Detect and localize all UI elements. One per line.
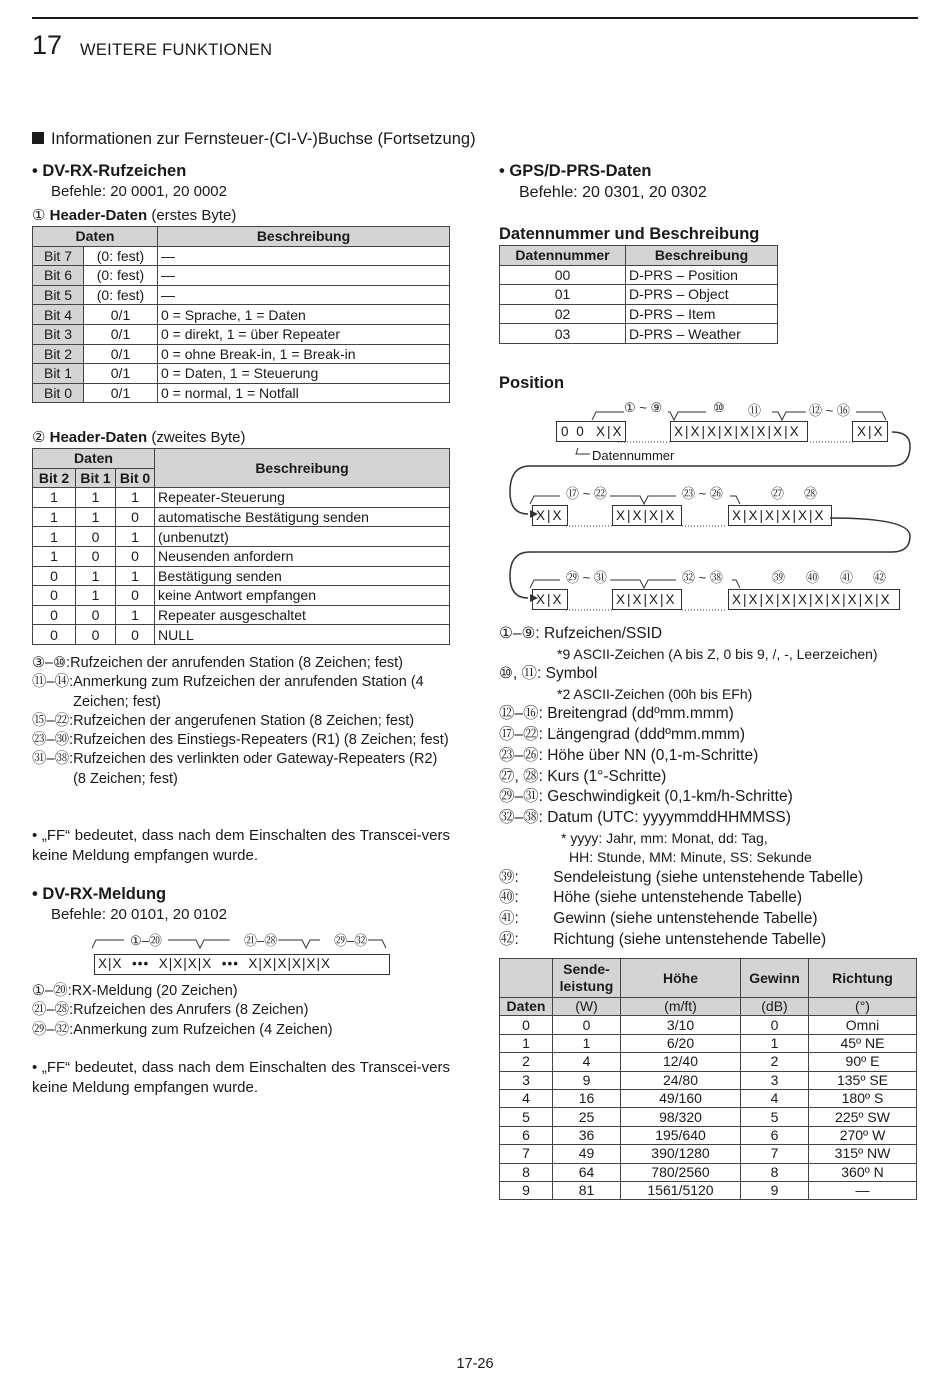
meldung-heading: • DV-RX-Meldung (32, 885, 167, 903)
daten-cell: 5 (500, 1108, 553, 1126)
bit-value-cell: 0 (116, 546, 155, 566)
meldung-label-3: ㉙–㉜ (334, 933, 368, 948)
th-hoehe: Höhe (621, 959, 741, 998)
gewinn-cell: 8 (741, 1163, 809, 1181)
legend-item: ㉜–㊳: Datum (UTC: yyyymmddHHMMSS) (499, 808, 791, 826)
richtung-cell: 45º NE (809, 1034, 917, 1052)
value-cell: 0/1 (84, 324, 158, 344)
caption-bold: Header-Daten (49, 207, 148, 224)
sendeleistung-cell: 4 (553, 1053, 621, 1071)
bit-value-cell: 1 (76, 488, 116, 508)
gewinn-cell: 7 (741, 1145, 809, 1163)
th-bit2: Bit 2 (33, 468, 76, 488)
gps-befehle: Befehle: 20 0301, 20 0302 (519, 184, 707, 201)
datennummer-cell: 02 (500, 304, 626, 324)
note-item (32, 750, 452, 789)
hoehe-cell: 195/640 (621, 1126, 741, 1144)
table-row (33, 364, 450, 384)
pos-row1-bytes-b: X|X|X|X|X|X|X|X (674, 424, 801, 439)
note-key: ③–⑩: (32, 655, 71, 671)
th-daten: Daten (500, 998, 553, 1016)
section-title (32, 130, 476, 149)
pos-label-40: ㊵ (806, 570, 820, 585)
th-sendeleistung: Sende-leistung (553, 959, 621, 998)
sendeleistung-cell: 49 (553, 1145, 621, 1163)
table-row (33, 546, 450, 566)
meldung-bytes-a: X|X ••• X|X|X|X ••• X|X|X|X|X|X (98, 956, 331, 971)
table-row (33, 285, 450, 305)
th-daten: Daten (33, 449, 155, 469)
daten-cell: 2 (500, 1053, 553, 1071)
pos-label-11: ⑪ (748, 403, 762, 418)
pos-row1-prefix: 0 0 (561, 424, 586, 439)
note-key: ㉙–㉜: (32, 1021, 74, 1038)
pos-label-29-31: ㉙ ~ ㉛ (566, 570, 607, 585)
description-cell: (unbenutzt) (155, 527, 450, 547)
square-bullet-icon (32, 132, 44, 144)
description-cell: keine Antwort empfangen (155, 586, 450, 606)
description-cell: D-PRS – Object (626, 285, 778, 305)
bit-cell: Bit 3 (33, 324, 84, 344)
sendeleistung-cell: 9 (553, 1071, 621, 1089)
hoehe-cell: 98/320 (621, 1108, 741, 1126)
ff-note-2: • „FF“ bedeutet, dass nach dem Einschalten des Transcei-vers keine Meldung empfangen wurde. (32, 1059, 450, 1096)
note-value: Anmerkung zum Rufzeichen (4 Zeichen) (73, 1021, 333, 1038)
meldung-label-2: ㉑–㉘ (244, 933, 278, 948)
bit-cell: Bit 2 (33, 344, 84, 364)
bit-value-cell: 1 (33, 527, 76, 547)
description-cell: D-PRS – Weather (626, 324, 778, 344)
legend-item: ㊶: Gewinn (siehe untenstehende Tabelle) (499, 910, 818, 928)
table-row (500, 324, 778, 344)
hoehe-cell: 780/2560 (621, 1163, 741, 1181)
table-row (33, 507, 450, 527)
note-item (32, 982, 452, 1001)
caption-number: ① (32, 207, 46, 224)
datennummer-cell: 01 (500, 285, 626, 305)
table-row (500, 1181, 917, 1199)
hoehe-cell: 3/10 (621, 1016, 741, 1034)
pos-label-41: ㊶ (840, 570, 854, 585)
table-row (500, 1071, 917, 1089)
chapter-title: WEITERE FUNKTIONEN (80, 41, 273, 59)
note-item (32, 673, 452, 712)
bit-value-cell: 0 (33, 566, 76, 586)
chapter-number: 17 (32, 30, 63, 60)
table-row (33, 344, 450, 364)
pos-label-12-16: ⑫ ~ ⑯ (809, 403, 850, 418)
table-row (33, 605, 450, 625)
note-item (32, 712, 452, 731)
pos-row2-bytes-a: X|X (536, 508, 564, 523)
table1-caption (32, 206, 236, 224)
caption-rest: (erstes Byte) (147, 207, 237, 224)
pos-label-28: ㉘ (804, 486, 818, 501)
bit-value-cell: 0 (116, 507, 155, 527)
rufzeichen-heading: • DV-RX-Rufzeichen (32, 162, 187, 180)
table-row (500, 1034, 917, 1052)
table-row (33, 324, 450, 344)
th-unit-w: (W) (553, 998, 621, 1016)
pos-label-39: ㊴ (772, 570, 786, 585)
note-key: ①–⑳: (32, 983, 72, 999)
note-key: ⑮–㉒: (32, 712, 74, 729)
description-cell: Repeater-Steuerung (155, 488, 450, 508)
description-cell: 0 = normal, 1 = Notfall (158, 383, 450, 403)
table-row (33, 305, 450, 325)
table-row (500, 1089, 917, 1107)
th-beschreibung: Beschreibung (158, 227, 450, 247)
description-cell: Repeater ausgeschaltet (155, 605, 450, 625)
legend-item: *9 ASCII-Zeichen (A bis Z, 0 bis 9, /, -, Leerzeichen) (557, 645, 878, 662)
table-row (500, 1126, 917, 1144)
pos-row2-bytes-c: X|X|X|X|X|X (732, 508, 826, 523)
bit-cell: Bit 7 (33, 246, 84, 266)
th-unit-mft: (m/ft) (621, 998, 741, 1016)
bit-cell: Bit 5 (33, 285, 84, 305)
note-value: Rufzeichen des verlinkten oder Gateway-Repeaters (R2) (8 Zeichen; fest) (73, 751, 438, 787)
note-item (32, 1021, 452, 1040)
position-legend (499, 624, 919, 950)
sendeleistung-cell: 25 (553, 1108, 621, 1126)
hoehe-cell: 6/20 (621, 1034, 741, 1052)
meldung-befehle: Befehle: 20 0101, 20 0102 (51, 906, 227, 923)
pos-label-23-26: ㉓ ~ ㉖ (682, 486, 723, 501)
hoehe-cell: 24/80 (621, 1071, 741, 1089)
bit-cell: Bit 1 (33, 364, 84, 384)
bit-value-cell: 1 (116, 488, 155, 508)
note-key: ㉑–㉘: (32, 1002, 74, 1019)
legend-item: ㊷: Richtung (siehe untenstehende Tabelle) (499, 930, 827, 948)
bit-value-cell: 1 (33, 507, 76, 527)
pos-row3-bytes-b: X|X|X|X (616, 592, 677, 607)
legend-item: HH: Stunde, MM: Minute, SS: Sekunde (569, 849, 812, 866)
pos-row1-bytes-a: X|X (596, 424, 624, 439)
legend-item: ①–⑨: Rufzeichen/SSID (499, 625, 663, 642)
bit-value-cell: 0 (33, 625, 76, 645)
bit-value-cell: 1 (76, 566, 116, 586)
table-row (500, 304, 778, 324)
table-row (33, 266, 450, 286)
bit-value-cell: 1 (116, 605, 155, 625)
description-cell: 0 = ohne Break-in, 1 = Break-in (158, 344, 450, 364)
note-value: Rufzeichen des Anrufers (8 Zeichen) (73, 1002, 309, 1019)
bit-value-cell: 0 (116, 586, 155, 606)
table-row (33, 488, 450, 508)
value-cell: (0: fest) (84, 285, 158, 305)
sendeleistung-cell: 36 (553, 1126, 621, 1144)
sendeleistung-cell: 81 (553, 1181, 621, 1199)
hoehe-cell: 12/40 (621, 1053, 741, 1071)
legend-item: * yyyy: Jahr, mm: Monat, dd: Tag, (561, 829, 768, 846)
note-value: Rufzeichen der anrufenden Station (8 Zeichen; fest) (70, 655, 403, 671)
gewinn-cell: 3 (741, 1071, 809, 1089)
sendeleistung-cell: 1 (553, 1034, 621, 1052)
sendeleistung-cell: 0 (553, 1016, 621, 1034)
richtung-cell: 315º NW (809, 1145, 917, 1163)
gps-heading: • GPS/D-PRS-Daten (499, 162, 652, 180)
gewinn-cell: 1 (741, 1034, 809, 1052)
legend-item: ⑫–⑯: Breitengrad (ddºmm.mmm) (499, 705, 734, 723)
hoehe-cell: 49/160 (621, 1089, 741, 1107)
section-title-text: Informationen zur Fernsteuer-(CI-V-)Buchse (Fortsetzung) (51, 130, 476, 148)
description-cell: 0 = direkt, 1 = über Repeater (158, 324, 450, 344)
header-data-table-1 (32, 226, 450, 403)
value-cell: 0/1 (84, 344, 158, 364)
value-cell: (0: fest) (84, 266, 158, 286)
richtung-cell: 135º SE (809, 1071, 917, 1089)
legend-item: ㉙–㉛: Geschwindigkeit (0,1-km/h-Schritte) (499, 788, 793, 806)
table-row (500, 265, 778, 285)
table-row (33, 586, 450, 606)
pos-row2-bytes-b: X|X|X|X (616, 508, 677, 523)
note-value: Rufzeichen des Einstiegs-Repeaters (R1) (8 Zeichen; fest) (73, 732, 449, 749)
meldung-label-1: ①–⑳ (130, 933, 162, 948)
gewinn-cell: 0 (741, 1016, 809, 1034)
note-value: Rufzeichen der angerufenen Station (8 Zeichen; fest) (73, 712, 415, 729)
note-value: Anmerkung zum Rufzeichen der anrufenden Station (4 Zeichen; fest) (73, 674, 424, 710)
table-row (33, 383, 450, 403)
richtung-cell: — (809, 1181, 917, 1199)
note-value: RX-Meldung (20 Zeichen) (71, 983, 238, 999)
table-row (33, 566, 450, 586)
richtung-cell: 90º E (809, 1053, 917, 1071)
daten-cell: 8 (500, 1163, 553, 1181)
daten-cell: 6 (500, 1126, 553, 1144)
th-gewinn: Gewinn (741, 959, 809, 998)
bit-value-cell: 1 (76, 586, 116, 606)
gewinn-cell: 5 (741, 1108, 809, 1126)
description-cell: 0 = Daten, 1 = Steuerung (158, 364, 450, 384)
meldung-notes (32, 982, 452, 1040)
description-cell: automatische Bestätigung senden (155, 507, 450, 527)
bit-value-cell: 0 (76, 605, 116, 625)
gewinn-cell: 4 (741, 1089, 809, 1107)
th-beschreibung: Beschreibung (626, 246, 778, 266)
rufzeichen-notes (32, 654, 452, 789)
rufzeichen-befehle: Befehle: 20 0001, 20 0002 (51, 183, 227, 200)
bit-cell: Bit 6 (33, 266, 84, 286)
richtung-cell: 270º W (809, 1126, 917, 1144)
page-number: 17-26 (456, 1356, 494, 1372)
value-cell: 0/1 (84, 364, 158, 384)
ff-note-1: • „FF“ bedeutet, dass nach dem Einschalten des Transcei-vers keine Meldung empfangen wurde. (32, 827, 450, 864)
daten-cell: 7 (500, 1145, 553, 1163)
bit-value-cell: 1 (116, 566, 155, 586)
description-cell: 0 = Sprache, 1 = Daten (158, 305, 450, 325)
th-bit1: Bit 1 (76, 468, 116, 488)
bit-cell: Bit 4 (33, 305, 84, 325)
top-rule (32, 17, 918, 19)
datennummer-label: Datennummer (592, 448, 675, 463)
bit-cell: Bit 0 (33, 383, 84, 403)
description-cell: Neusenden anfordern (155, 546, 450, 566)
bit-value-cell: 1 (76, 507, 116, 527)
pos-row1-bytes-c: X|X (857, 424, 885, 439)
bit-value-cell: 1 (33, 488, 76, 508)
pos-label-32-38: ㉜ ~ ㊳ (682, 570, 723, 585)
description-cell: NULL (155, 625, 450, 645)
hoehe-cell: 1561/5120 (621, 1181, 741, 1199)
table-row (500, 1016, 917, 1034)
header-data-table-2 (32, 448, 450, 645)
value-cell: 0/1 (84, 383, 158, 403)
caption-rest: (zweites Byte) (147, 429, 246, 446)
bit-value-cell: 0 (76, 527, 116, 547)
value-cell: (0: fest) (84, 246, 158, 266)
gewinn-cell: 2 (741, 1053, 809, 1071)
daten-cell: 9 (500, 1181, 553, 1199)
gewinn-cell: 9 (741, 1181, 809, 1199)
table-row (500, 1145, 917, 1163)
richtung-cell: Omni (809, 1016, 917, 1034)
th-unit-db: (dB) (741, 998, 809, 1016)
th-richtung: Richtung (809, 959, 917, 998)
table-row (500, 285, 778, 305)
legend-item: ㉓–㉖: Höhe über NN (0,1-m-Schritte) (499, 746, 759, 764)
bit-value-cell: 0 (33, 605, 76, 625)
bit-value-cell: 0 (76, 625, 116, 645)
note-key: ⑪–⑭: (32, 674, 74, 691)
legend-item: ㊵: Höhe (siehe untenstehende Tabelle) (499, 889, 803, 907)
pos-label-27: ㉗ (771, 486, 785, 501)
legend-item: ㉗, ㉘: Kurs (1°-Schritte) (499, 767, 667, 785)
datennummer-heading: Datennummer und Beschreibung (499, 225, 760, 243)
note-key: ㉓–㉚: (32, 732, 74, 749)
description-cell: Bestätigung senden (155, 566, 450, 586)
daten-cell: 4 (500, 1089, 553, 1107)
bit-value-cell: 0 (116, 625, 155, 645)
table-row (33, 246, 450, 266)
bit-value-cell: 0 (76, 546, 116, 566)
legend-item: *2 ASCII-Zeichen (00h bis EFh) (557, 685, 753, 702)
richtung-cell: 360º N (809, 1163, 917, 1181)
note-item (32, 654, 452, 673)
th-datennummer: Datennummer (500, 246, 626, 266)
pos-label-1-9: ① ~ ⑨ (624, 400, 663, 415)
daten-cell: 3 (500, 1071, 553, 1089)
sendeleistung-cell: 64 (553, 1163, 621, 1181)
note-item (32, 731, 452, 750)
sendeleistung-cell: 16 (553, 1089, 621, 1107)
datennummer-table (499, 245, 778, 344)
th-unit-deg: (°) (809, 998, 917, 1016)
table-row (33, 527, 450, 547)
bit-value-cell: 1 (33, 546, 76, 566)
pos-row3-bytes-c: X|X|X|X|X|X|X|X|X|X (732, 592, 892, 607)
th-blank (500, 959, 553, 998)
pos-label-17-22: ⑰ ~ ㉒ (566, 486, 607, 501)
daten-cell: 1 (500, 1034, 553, 1052)
legend-item: ㊴: Sendeleistung (siehe untenstehende Tabelle) (499, 868, 864, 886)
datennummer-cell: 03 (500, 324, 626, 344)
th-daten: Daten (33, 227, 158, 247)
table-row (500, 1053, 917, 1071)
table-row (500, 1108, 917, 1126)
position-heading: Position (499, 374, 565, 392)
pos-label-42: ㊷ (873, 570, 887, 585)
pos-label-10: ⑩ (713, 400, 725, 415)
bit-value-cell: 1 (116, 527, 155, 547)
description-cell: — (158, 285, 450, 305)
bit-value-cell: 0 (33, 586, 76, 606)
caption-number: ② (32, 429, 46, 446)
table2-caption (32, 428, 246, 446)
description-cell: — (158, 246, 450, 266)
note-item (32, 1001, 452, 1020)
datennummer-cell: 00 (500, 265, 626, 285)
daten-cell: 0 (500, 1016, 553, 1034)
legend-item: ⑰–㉒: Längengrad (dddºmm.mmm) (499, 726, 745, 744)
hoehe-cell: 390/1280 (621, 1145, 741, 1163)
value-cell: 0/1 (84, 305, 158, 325)
table-row (500, 1163, 917, 1181)
richtung-cell: 180º S (809, 1089, 917, 1107)
th-bit0: Bit 0 (116, 468, 155, 488)
description-cell: D-PRS – Item (626, 304, 778, 324)
gewinn-cell: 6 (741, 1126, 809, 1144)
table-row (33, 625, 450, 645)
legend-item: ⑩, ⑪: Symbol (499, 665, 598, 683)
pos-row3-bytes-a: X|X (536, 592, 564, 607)
richtung-cell: 225º SW (809, 1108, 917, 1126)
caption-bold: Header-Daten (49, 429, 148, 446)
description-cell: — (158, 266, 450, 286)
note-key: ㉛–㊳: (32, 751, 74, 768)
power-table (499, 958, 917, 1200)
th-beschreibung: Beschreibung (155, 449, 450, 488)
description-cell: D-PRS – Position (626, 265, 778, 285)
